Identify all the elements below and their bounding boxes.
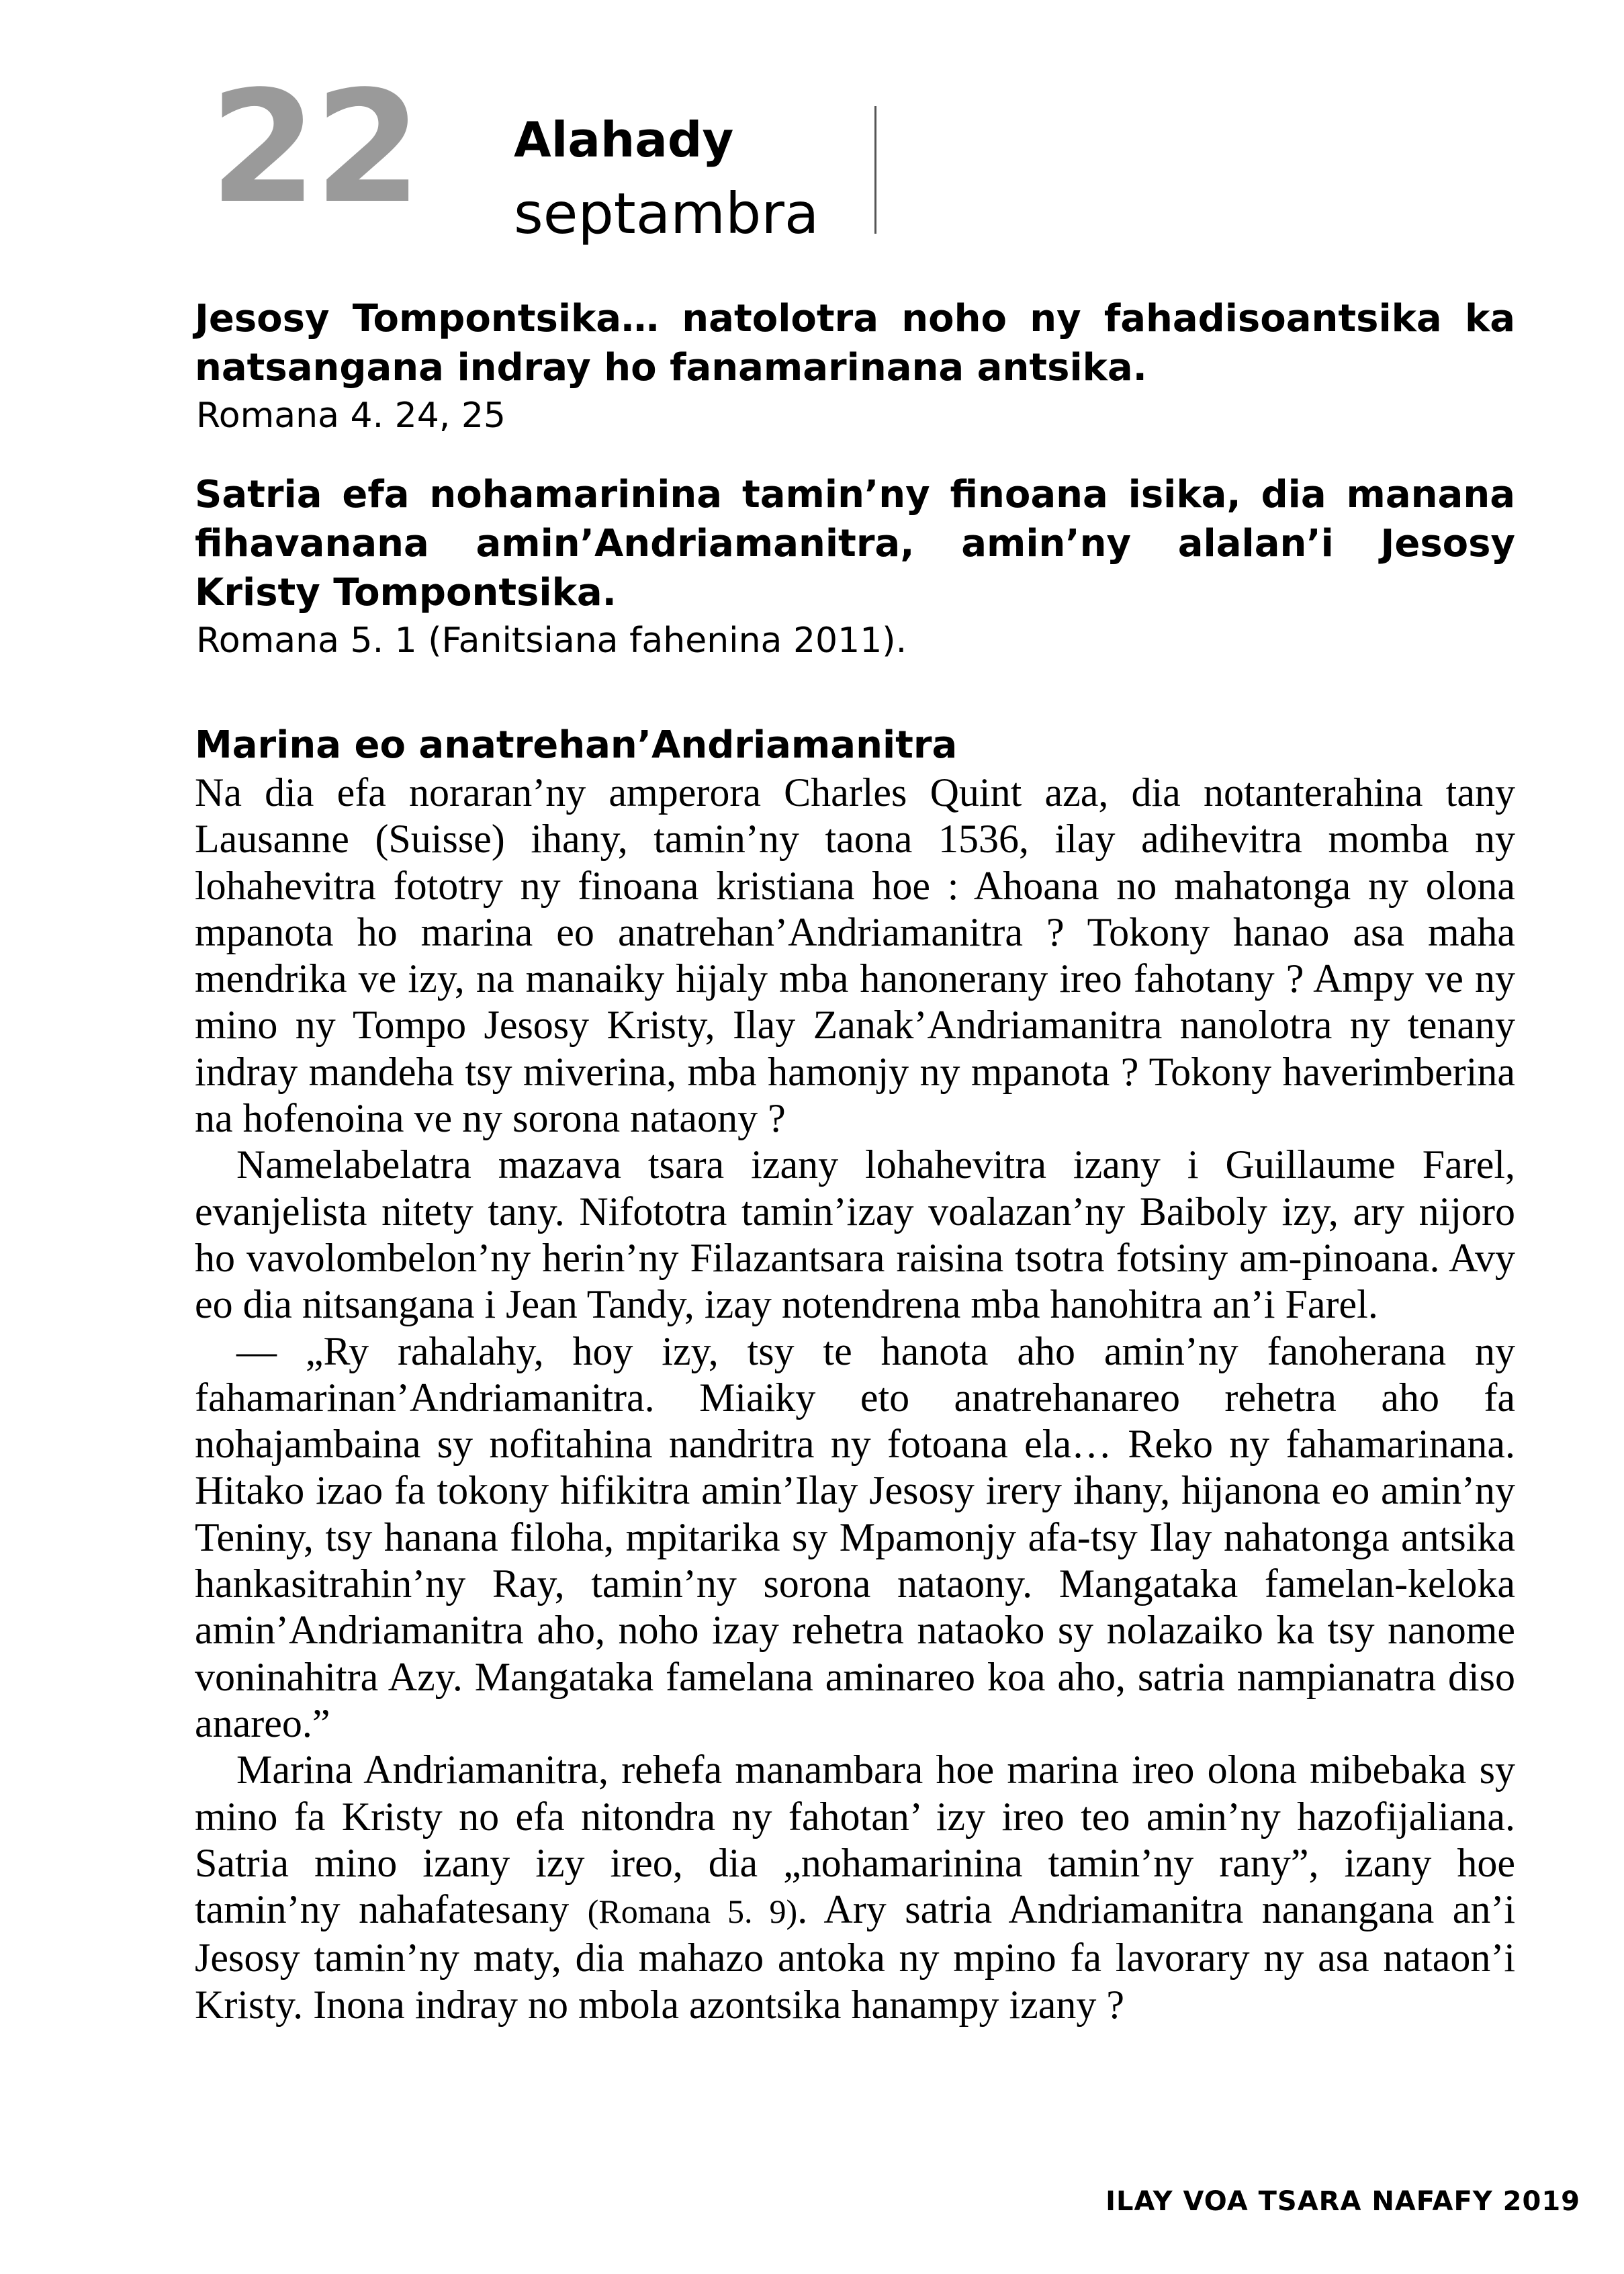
article-paragraph-2: Namelabelatra mazava tsara izany lohahevitra izany i Guillaume Farel, evanjelista nitety tany. Nifototra tamin’izay voalazan’ny Baiboly izy, ary nijoro ho vavolombelon’ny herin’ny Filazantsara raisina tsotra fotsiny am-pinoana. Avy eo dia nitsangana i Jean Tandy, izay notendrena mba hanohitra an’i Farel. <box>195 1142 1515 1327</box>
verse-text-2: Satria efa nohamarinina tamin’ny finoana isika, dia manana fihavanana amin’Andriamanitra, amin’ny alalan’i Jesosy Kristy Tompontsika. <box>195 473 1515 615</box>
article-paragraph-1: Na dia efa noraran’ny amperora Charles Quint aza, dia notanterahina tany Lausanne (Suisse) ihany, tamin’ny taona 1536, ilay adihevitra momba ny lohahevitra fototry ny finoana kristiana hoe : Ahoana no mahatonga ny olona mpanota ho marina eo anatrehan’Andriamanitra ? Tokony hanao asa maha mendrika ve izy, na manaiky hijaly mba hanonerany ireo fahotany ? Ampy ve ny mino ny Tompo Jesosy Kristy, Ilay Zanak’Andriamanitra nanolotra ny tenany indray mandeha tsy miverina, mba hamonjy ny mpanota ? Tokony haverimberina na hofenoina ve ny sorona nataony ? <box>195 770 1515 1141</box>
weekday-label: Alahady <box>514 111 734 168</box>
publication-footer: ILAY VOA TSARA NAFAFY 2019 <box>1106 2186 1580 2217</box>
verse-reference-1: Romana 4. 24, 25 <box>196 396 506 436</box>
inline-bible-reference: (Romana 5. 9) <box>587 1893 798 1931</box>
paragraph-4-text-end: . Ary satria Andriamanitra nanangana an’i Jesosy tamin’ny maty, dia mahazo antoka ny mpino fa lavorary ny asa nataon’i Kristy. Inona indray no mbola azontsika hanampy izany ? <box>195 1887 1515 2027</box>
article-paragraph-3: — „Ry rahalahy, hoy izy, tsy te hanota aho amin’ny fanoherana ny fahamarinan’Andriamanitra. Miaiky eto anatrehanareo rehetra aho fa nohajambaina sy nofitahina nandritra ny fotoana ela… Reko ny fahamarinana. Hitako izao fa tokony hifikitra amin’Ilay Jesosy irery ihany, hijanona eo amin’ny Teniny, tsy hanana filoha, mpitarika sy Mpamonjy afa-tsy Ilay nahatonga antsika hankasitrahin’ny Ray, tamin’ny sorona nataony. Mangataka famelan-keloka amin’Andriamanitra aho, noho izay rehetra nataoko sy nolazaiko ka tsy nanome voninahitra Azy. Mangataka famelana aminareo koa aho, satria nampianatra diso anareo.” <box>195 1328 1515 1745</box>
article-title: Marina eo anatrehan’Andriamanitra <box>195 723 958 767</box>
header-divider <box>874 106 876 234</box>
day-number: 22 <box>210 58 420 238</box>
verse-reference-2: Romana 5. 1 (Fanitsiana fahenina 2011). <box>196 621 907 661</box>
month-label: septambra <box>514 181 819 246</box>
page-content <box>195 294 1515 2028</box>
verse-text-1: Jesosy Tompontsika… natolotra noho ny fahadisoantsika ka natsangana indray ho fanamarinana antsika. <box>195 297 1515 390</box>
paragraph-4-text-start: Marina Andriamanitra, rehefa manambara hoe marina ireo olona mibebaka sy mino fa Kristy no efa nitondra ny fahotan’ izy ireo teo amin’ny hazofijaliana. Satria mino izany izy ireo, dia „nohamarinina tamin’ny rany”, izany hoe tamin’ny nahafatesany <box>195 1747 1515 1932</box>
date-header <box>201 58 940 255</box>
verse-block-1 <box>195 294 1515 438</box>
article-paragraph-4 <box>195 1747 1515 2028</box>
verse-block-2 <box>195 470 1515 663</box>
